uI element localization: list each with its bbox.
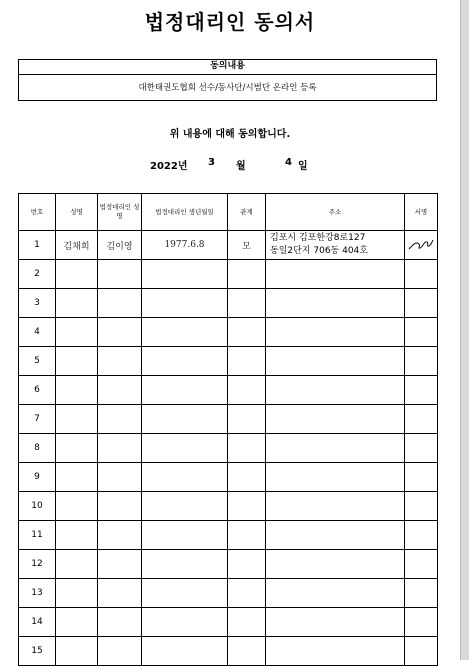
cell-guardian-name[interactable] (98, 347, 142, 376)
cell-guardian-name[interactable] (98, 434, 142, 463)
table-row (19, 260, 438, 289)
cell-guardian-name[interactable] (98, 579, 142, 608)
cell-guardian-name[interactable] (98, 550, 142, 579)
cell-signature[interactable] (405, 550, 438, 579)
cell-guardian-birth[interactable] (142, 463, 228, 492)
table-row (19, 434, 438, 463)
row-number: 2 (19, 260, 56, 289)
cell-relation[interactable] (228, 376, 266, 405)
cell-relation[interactable] (228, 608, 266, 637)
cell-signature[interactable] (405, 637, 438, 666)
cell-guardian-birth[interactable] (142, 318, 228, 347)
cell-guardian-name[interactable] (98, 637, 142, 666)
row-number: 15 (19, 637, 56, 666)
row-number: 5 (19, 347, 56, 376)
roster-body (19, 231, 438, 666)
cell-relation[interactable] (228, 347, 266, 376)
cell-name[interactable] (56, 492, 98, 521)
row-number: 3 (19, 289, 56, 318)
cell-name[interactable] (56, 608, 98, 637)
cell-guardian-birth[interactable] (142, 492, 228, 521)
cell-address[interactable] (266, 376, 405, 405)
cell-relation[interactable] (228, 434, 266, 463)
agree-statement: 위 내용에 대해 동의합니다. (169, 129, 291, 140)
header-guardian-birth: 법정대리인 생년월일 (142, 194, 228, 231)
row-number: 8 (19, 434, 56, 463)
consent-box (18, 59, 437, 101)
cell-signature[interactable] (405, 376, 438, 405)
cell-name[interactable] (56, 434, 98, 463)
consent-header: 동의내용 (19, 60, 436, 75)
cell-signature[interactable] (405, 289, 438, 318)
cell-guardian-name[interactable] (98, 492, 142, 521)
table-row (19, 463, 438, 492)
table-row (19, 289, 438, 318)
cell-guardian-name[interactable] (98, 260, 142, 289)
cell-guardian-birth[interactable] (142, 608, 228, 637)
cell-signature[interactable] (405, 318, 438, 347)
cell-name[interactable] (56, 521, 98, 550)
table-row (19, 405, 438, 434)
cell-guardian-name[interactable] (98, 405, 142, 434)
header-name: 성명 (56, 194, 98, 231)
cell-name[interactable] (56, 347, 98, 376)
document-title: 법정대리인 동의서 (144, 10, 316, 34)
cell-name[interactable]: 김채희 (56, 231, 98, 260)
row-number: 14 (19, 608, 56, 637)
address-line-1: 김포시 김포한강8로127 (270, 233, 366, 243)
row-number: 4 (19, 318, 56, 347)
header-address: 주소 (266, 194, 405, 231)
header-guardian-name: 법정대리인 성명 (98, 194, 142, 231)
cell-name[interactable] (56, 579, 98, 608)
cell-relation[interactable] (228, 550, 266, 579)
row-number: 7 (19, 405, 56, 434)
cell-signature[interactable] (405, 434, 438, 463)
cell-address[interactable] (266, 289, 405, 318)
cell-guardian-birth[interactable] (142, 347, 228, 376)
cell-relation[interactable] (228, 521, 266, 550)
cell-address[interactable] (266, 347, 405, 376)
cell-guardian-name[interactable] (98, 318, 142, 347)
table-header-row (19, 194, 438, 231)
cell-guardian-name[interactable]: 김이영 (98, 231, 142, 260)
cell-relation[interactable] (228, 289, 266, 318)
address-line-2: 동일2단지 706동 404호 (270, 246, 368, 256)
row-number: 11 (19, 521, 56, 550)
header-number: 번호 (19, 194, 56, 231)
table-row (19, 637, 438, 666)
table-row (19, 231, 438, 260)
cell-address[interactable] (266, 637, 405, 666)
cell-name[interactable] (56, 260, 98, 289)
cell-guardian-name[interactable] (98, 376, 142, 405)
cell-guardian-birth[interactable] (142, 637, 228, 666)
cell-guardian-birth[interactable] (142, 260, 228, 289)
cell-relation[interactable] (228, 318, 266, 347)
page-edge (460, 0, 469, 660)
cell-name[interactable] (56, 550, 98, 579)
cell-guardian-birth[interactable]: 1977.6.8 (142, 231, 228, 260)
table-row (19, 521, 438, 550)
cell-address[interactable] (266, 463, 405, 492)
date-month-unit: 월 (236, 161, 246, 172)
cell-guardian-name[interactable] (98, 521, 142, 550)
date-year: 2022년 (150, 161, 188, 172)
cell-address[interactable] (266, 260, 405, 289)
cell-guardian-name[interactable] (98, 463, 142, 492)
row-number: 1 (19, 231, 56, 260)
cell-guardian-birth[interactable] (142, 550, 228, 579)
roster-table (18, 193, 438, 666)
cell-address[interactable] (266, 434, 405, 463)
cell-guardian-name[interactable] (98, 289, 142, 318)
cell-name[interactable] (56, 289, 98, 318)
cell-name[interactable] (56, 318, 98, 347)
cell-relation[interactable] (228, 260, 266, 289)
cell-guardian-birth[interactable] (142, 579, 228, 608)
cell-name[interactable] (56, 463, 98, 492)
table-row (19, 318, 438, 347)
cell-relation[interactable] (228, 579, 266, 608)
row-number: 12 (19, 550, 56, 579)
table-row (19, 550, 438, 579)
cell-address[interactable] (266, 521, 405, 550)
signature-mark (407, 235, 435, 253)
cell-name[interactable] (56, 376, 98, 405)
table-row (19, 492, 438, 521)
table-row (19, 347, 438, 376)
row-number: 6 (19, 376, 56, 405)
cell-address[interactable] (266, 550, 405, 579)
cell-signature[interactable] (405, 231, 438, 260)
cell-relation[interactable] (228, 637, 266, 666)
cell-name[interactable] (56, 405, 98, 434)
cell-signature[interactable] (405, 521, 438, 550)
cell-address[interactable] (266, 405, 405, 434)
cell-relation[interactable] (228, 405, 266, 434)
cell-address[interactable] (266, 492, 405, 521)
cell-guardian-birth[interactable] (142, 289, 228, 318)
consent-body: 대한태권도협회 선수/동사단/시범단 온라인 등록 (138, 83, 317, 93)
cell-signature[interactable] (405, 608, 438, 637)
cell-name[interactable] (56, 637, 98, 666)
table-row (19, 579, 438, 608)
cell-guardian-name[interactable] (98, 608, 142, 637)
cell-signature[interactable] (405, 463, 438, 492)
cell-signature[interactable] (405, 347, 438, 376)
cell-relation[interactable] (228, 463, 266, 492)
cell-signature[interactable] (405, 492, 438, 521)
cell-relation[interactable]: 모 (228, 231, 266, 260)
table-row (19, 376, 438, 405)
cell-signature[interactable] (405, 260, 438, 289)
cell-guardian-birth[interactable] (142, 434, 228, 463)
header-relation: 관계 (228, 194, 266, 231)
table-row (19, 608, 438, 637)
cell-guardian-birth[interactable] (142, 521, 228, 550)
header-signature: 서명 (405, 194, 438, 231)
row-number: 13 (19, 579, 56, 608)
cell-signature[interactable] (405, 405, 438, 434)
date-day: 4 (285, 157, 292, 168)
cell-address[interactable] (266, 318, 405, 347)
row-number: 10 (19, 492, 56, 521)
row-number: 9 (19, 463, 56, 492)
cell-guardian-birth[interactable] (142, 405, 228, 434)
cell-address[interactable] (266, 231, 405, 260)
date-month: 3 (208, 157, 215, 168)
cell-signature[interactable] (405, 579, 438, 608)
cell-address[interactable] (266, 579, 405, 608)
date-day-unit: 일 (298, 161, 308, 172)
cell-relation[interactable] (228, 492, 266, 521)
cell-guardian-birth[interactable] (142, 376, 228, 405)
cell-address[interactable] (266, 608, 405, 637)
